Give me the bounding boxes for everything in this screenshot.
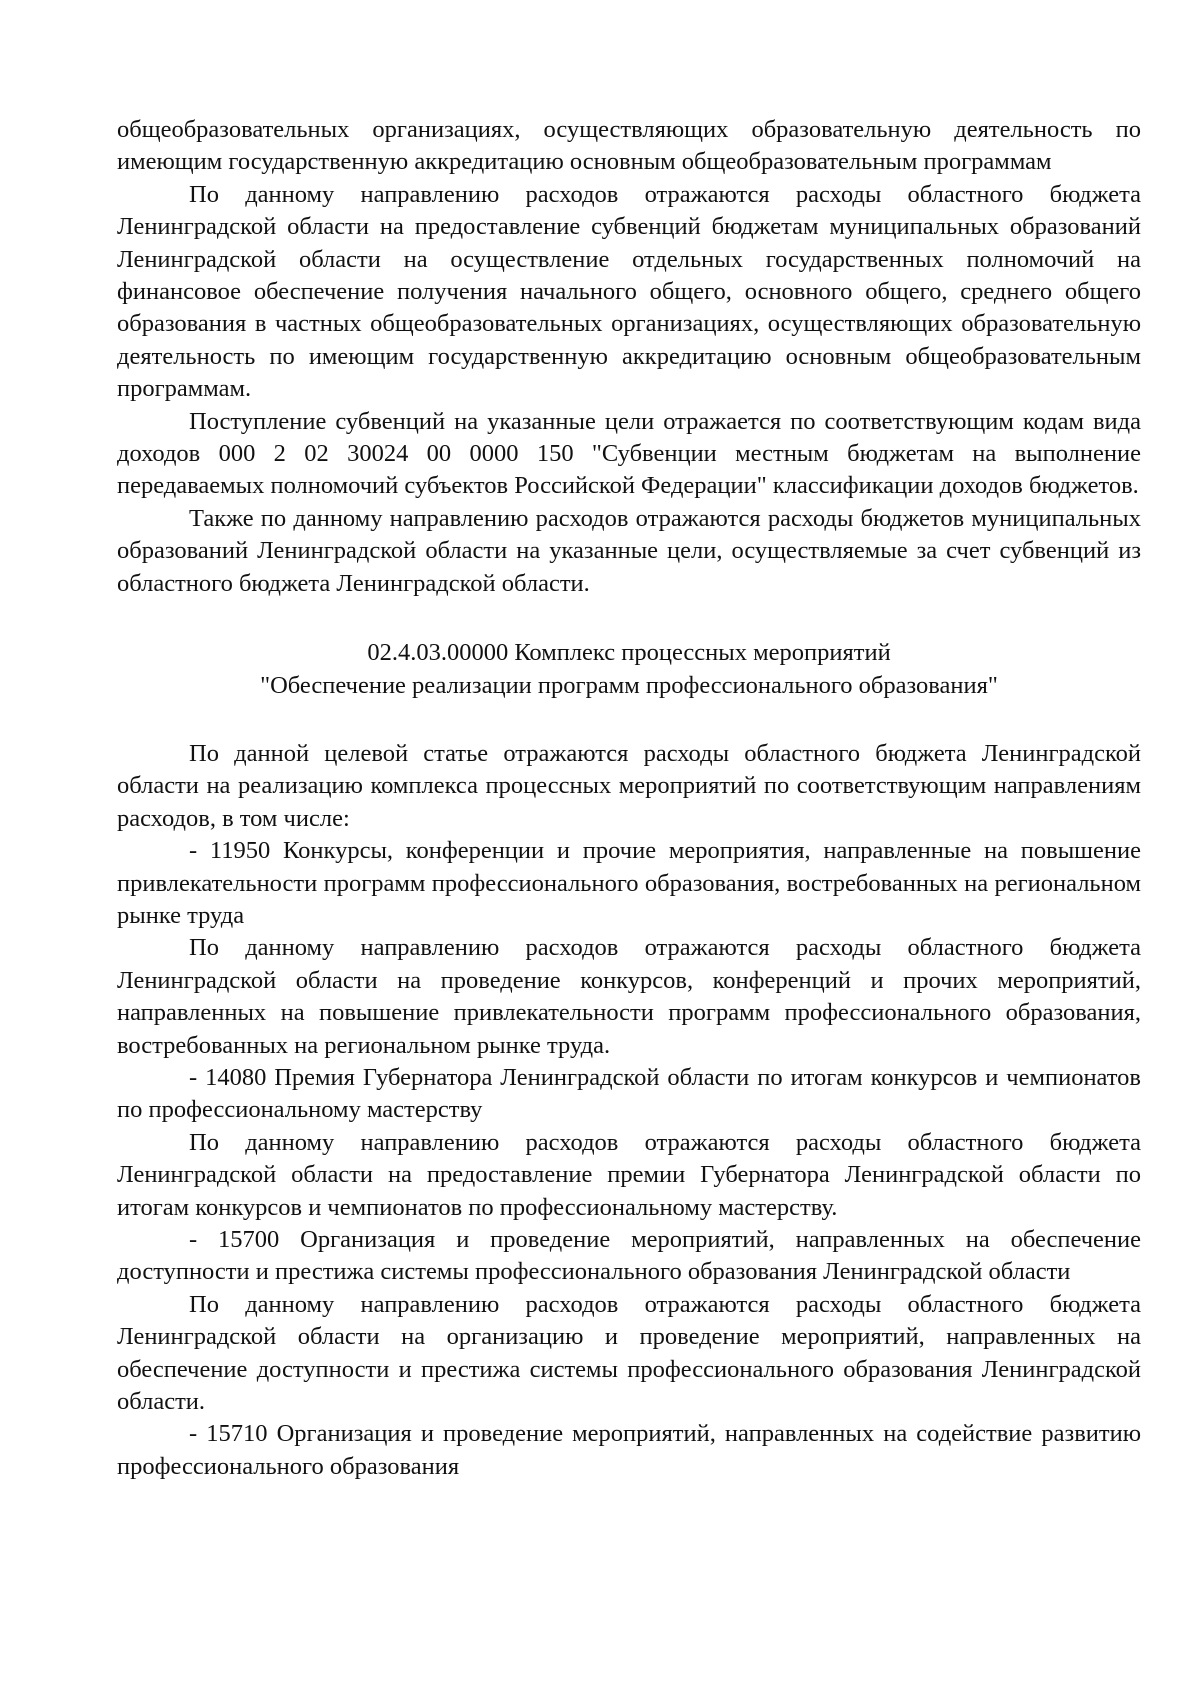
paragraph-continuation: общеобразовательных организациях, осуществляющих образовательную деятельность по имеющим государственную аккредитацию основным общеобразовательным программам bbox=[117, 116, 1141, 176]
paragraph: По данному направлению расходов отражаются расходы областного бюджета Ленинградской области на предоставление субвенций бюджетам муниципальных образований Ленинградской области на осуществление отдельных государственных полномочий на финансовое обеспечение получения начального общего, основного общего, среднего общего образования в частных общеобразовательных организациях, осуществляющих образовательную деятельность по имеющим государственную аккредитацию основным общеобразовательным программам. bbox=[117, 180, 1141, 403]
section-heading-code: 02.4.03.00000 Комплекс процессных мероприятий bbox=[367, 639, 891, 667]
list-item: - 11950 Конкурсы, конференции и прочие мероприятия, направленные на повышение привлекательности программ профессионального образования, востребованных на региональном рынке труда bbox=[117, 837, 1141, 929]
paragraph: Также по данному направлению расходов отражаются расходы бюджетов муниципальных образований Ленинградской области на указанные цели, осуществляемые за счет субвенций из областного бюджета Ленинградской области. bbox=[117, 504, 1141, 597]
paragraph: По данному направлению расходов отражаются расходы областного бюджета Ленинградской области на проведение конкурсов, конференций и прочих мероприятий, направленных на повышение привлекательности программ профессионального образования, востребованных на региональном рынке труда. bbox=[117, 934, 1141, 1059]
document-page bbox=[117, 114, 1141, 1483]
paragraph: По данному направлению расходов отражаются расходы областного бюджета Ленинградской области на организацию и проведение мероприятий, направленных на обеспечение доступности и престижа системы профессионального образования Ленинградской области. bbox=[117, 1290, 1141, 1416]
paragraph: По данному направлению расходов отражаются расходы областного бюджета Ленинградской области на предоставление премии Губернатора Ленинградской области по итогам конкурсов и чемпионатов по профессиональному мастерству. bbox=[117, 1128, 1141, 1221]
list-item: - 15710 Организация и проведение мероприятий, направленных на содействие развитию профессионального образования bbox=[117, 1420, 1141, 1480]
paragraph: Поступление субвенций на указанные цели отражается по соответствующим кодам вида доходов 000 2 02 30024 00 0000 150 "Субвенции местным бюджетам на выполнение передаваемых полномочий субъектов Российской Федерации" классификации доходов бюджетов. bbox=[117, 407, 1141, 500]
section-heading-title: "Обеспечение реализации программ профессионального образования" bbox=[260, 671, 998, 699]
list-item: - 14080 Премия Губернатора Ленинградской области по итогам конкурсов и чемпионатов по профессиональному мастерству bbox=[117, 1063, 1141, 1124]
section-heading bbox=[117, 637, 1141, 702]
list-item: - 15700 Организация и проведение мероприятий, направленных на обеспечение доступности и престижа системы профессионального образования Ленинградской области bbox=[117, 1226, 1141, 1286]
paragraph: По данной целевой статье отражаются расходы областного бюджета Ленинградской области на реализацию комплекса процессных мероприятий по соответствующим направлениям расходов, в том числе: bbox=[117, 739, 1141, 832]
